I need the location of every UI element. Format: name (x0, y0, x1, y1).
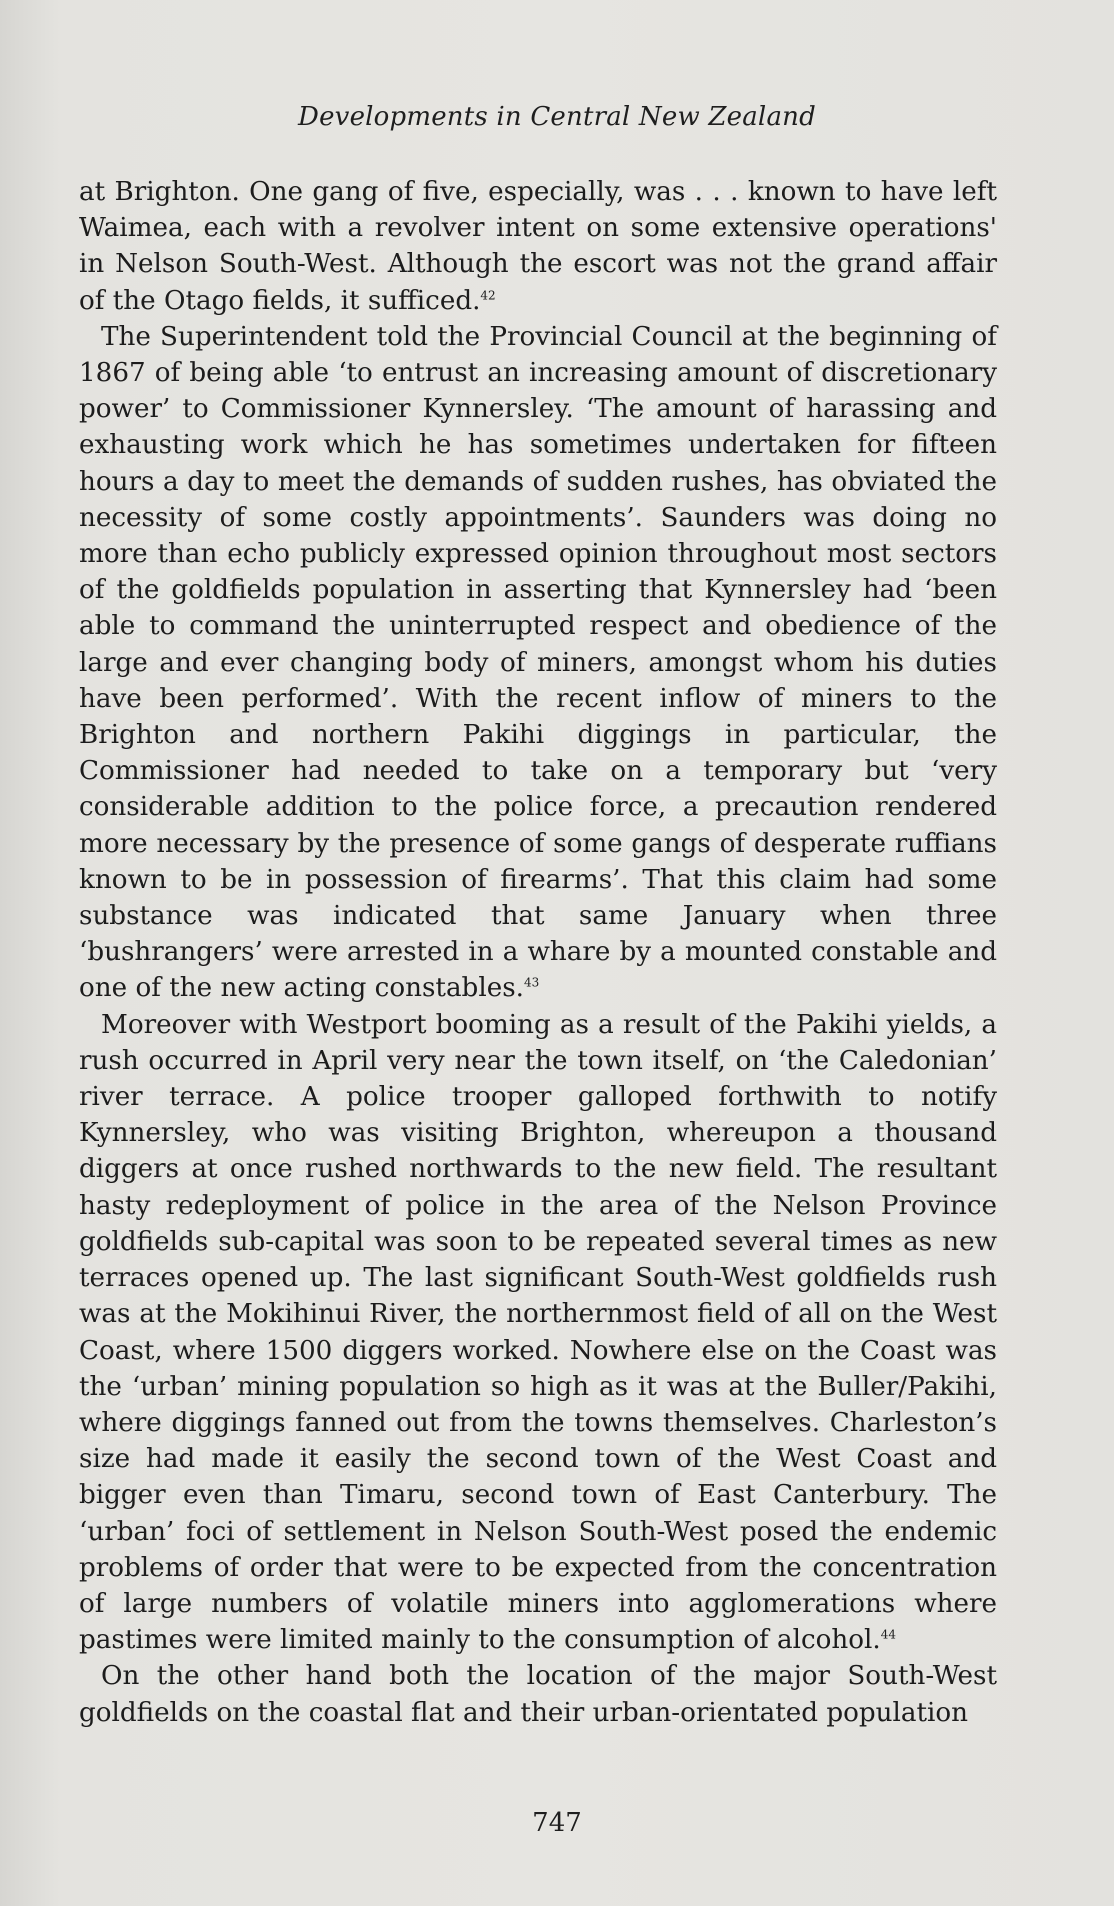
paragraph-3-text: Moreover with Westport booming as a result of the Pakihi yields, a rush occurred in April very near the town itself, on ‘the Caledonian’ river terrace. A police trooper galloped forthwith to notify Kynnersley, who was visiting Brighton, whereupon a thousand diggers at once rushed northwards to the new field. The resultant hasty redeployment of police in the area of the Nelson Province goldfields sub-capital was soon to be repeated several times as new terraces opened up. The last significant South-West goldfields rush was at the Mokihinui River, the northernmost field of all on the West Coast, where 1500 diggers worked. Nowhere else on the Coast was the ‘urban’ mining population so high as it was at the Buller/Pakihi, where diggings fanned out from the towns themselves. Charleston’s size had made it easily the second town of the West Coast and bigger even than Timaru, second town of East Canterbury. The ‘urban’ foci of settlement in Nelson South-West posed the endemic problems of order that were to be expected from the concentration of large numbers of volatile miners into agglomerations where pastimes were limited mainly to the consumption of alcohol. (79, 1009, 997, 1656)
footnote-ref-43: 43 (523, 975, 540, 990)
paragraph-2 (79, 319, 997, 1007)
body-text (79, 174, 997, 1731)
paragraph-1-text: at Brighton. One gang of five, especially, was . . . known to have left Waimea, each with a revolver intent on some extensive operations' in Nelson South-West. Although the escort was not the grand affair of the Otago fields, it sufficed. (79, 177, 997, 316)
paragraph-4-text: On the other hand both the location of the major South-West goldfields on the coastal flat and their urban-orientated population (79, 1661, 997, 1728)
paragraph-3 (79, 1007, 997, 1659)
footnote-ref-42: 42 (480, 287, 496, 302)
footnote-ref-44: 44 (880, 1627, 897, 1642)
paragraph-4 (79, 1658, 997, 1730)
paragraph-1 (79, 174, 997, 319)
page-number: 747 (532, 1808, 582, 1838)
running-head: Developments in Central New Zealand (298, 102, 816, 132)
paragraph-2-text: The Superintendent told the Provincial Council at the beginning of 1867 of being able ‘to entrust an increasing amount of discretionary power’ to Commissioner Kynnersley. ‘The amount of harassing and exhausting work which he has sometimes undertaken for fifteen hours a day to meet the demands of sudden rushes, has obviated the necessity of some costly appointments’. Saunders was doing no more than echo publicly expressed opinion throughout most sectors of the goldfields population in asserting that Kynnersley had ‘been able to command the uninterrupted respect and obedience of the large and ever changing body of miners, amongst whom his duties have been performed’. With the recent inflow of miners to the Brighton and northern Pakihi diggings in particular, the Commissioner had needed to take on a temporary but ‘very considerable addition to the police force, a precaution rendered more necessary by the presence of some gangs of desperate ruffians known to be in possession of firearms’. That this claim had some substance was indicated that same January when three ‘bushrangers’ were arrested in a whare by a mounted constable and one of the new acting constables. (79, 321, 997, 1004)
